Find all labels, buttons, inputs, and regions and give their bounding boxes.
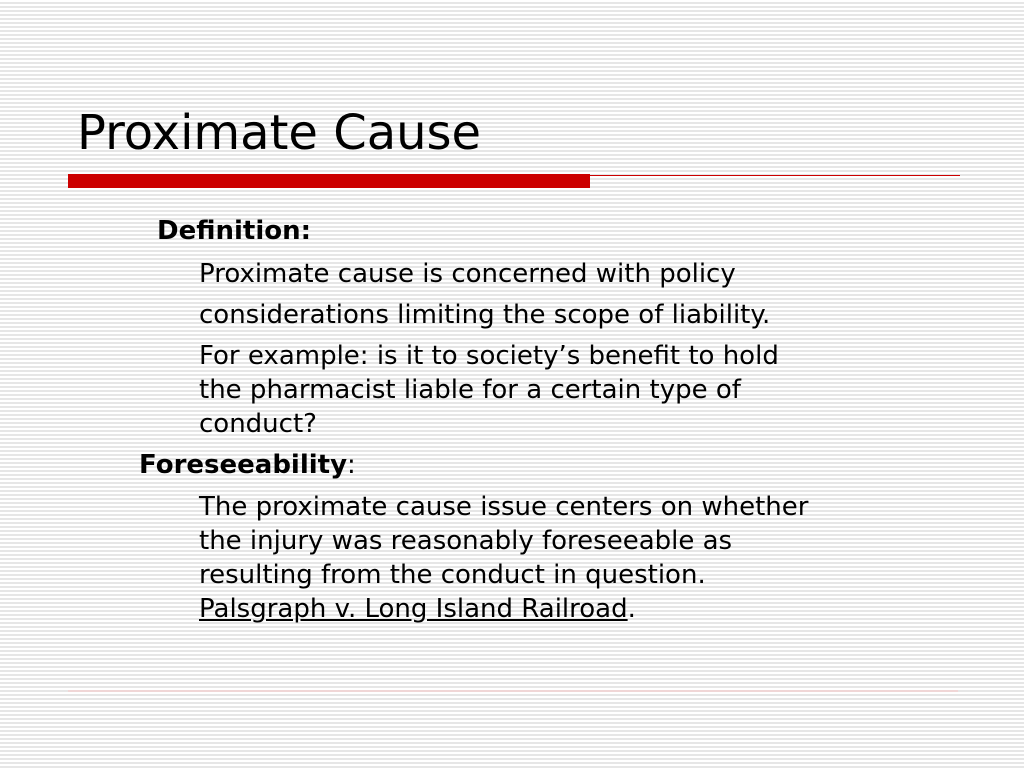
definition-line-2: considerations limiting the scope of liability.	[199, 300, 771, 330]
title-underline-thick	[68, 174, 590, 188]
definition-line-1: Proximate cause is concerned with policy	[199, 259, 736, 289]
definition-line-4: the pharmacist liable for a certain type of	[199, 375, 741, 405]
definition-line-3: For example: is it to society’s benefit to hold	[199, 341, 779, 371]
foreseeability-line-3: resulting from the conduct in question.	[199, 560, 706, 590]
foreseeability-line-2: the injury was reasonably foreseeable as	[199, 526, 733, 556]
foreseeability-line-1: The proximate cause issue centers on whether	[199, 492, 809, 522]
definition-line-5: conduct?	[199, 409, 317, 439]
definition-label: Definition:	[157, 216, 312, 246]
foreseeability-heading	[139, 448, 356, 482]
slide-title: Proximate Cause	[77, 105, 482, 161]
case-link[interactable]: Palsgraph v. Long Island Railroad	[199, 594, 628, 624]
title-underline-thin	[590, 175, 960, 176]
foreseeability-label: Foreseeability	[139, 450, 348, 480]
foreseeability-colon: :	[347, 450, 356, 480]
case-period: .	[627, 594, 636, 624]
case-citation-line	[199, 592, 636, 626]
footer-rule	[68, 690, 958, 692]
